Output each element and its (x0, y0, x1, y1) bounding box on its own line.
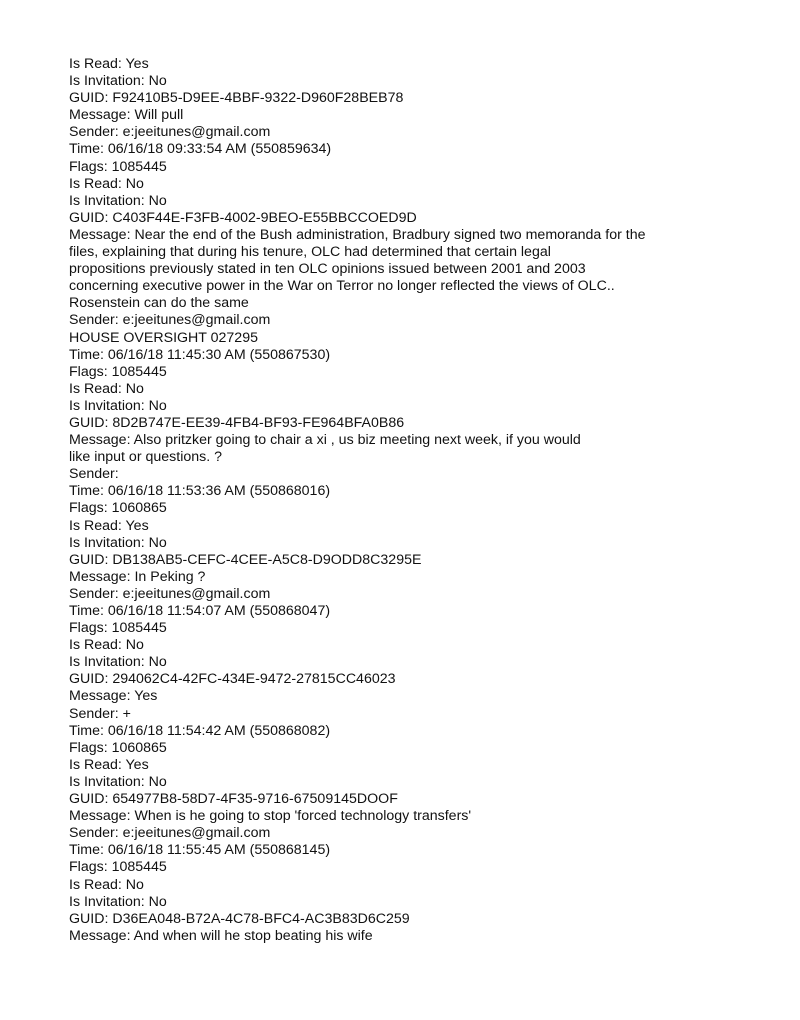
flags-line: Flags: 1085445 (69, 363, 167, 380)
is-read-line: Is Read: No (69, 637, 144, 654)
is-invitation-line: Is Invitation: No (69, 534, 167, 551)
flags-line: Flags: 1085445 (69, 620, 167, 637)
sender-line: Sender: e:jeeitunes@gmail.com (69, 124, 271, 141)
is-read-line: Is Read: No (69, 380, 144, 397)
guid-line: GUID: 8D2B747E-EE39-4FB4-BF93-FE964BFA0B86 (69, 414, 405, 431)
is-invitation-line: Is Invitation: No (69, 397, 167, 414)
message-line: Message: And when will he stop beating his wife (69, 927, 373, 944)
flags-line: Flags: 1060865 (69, 739, 167, 756)
flags-line: Flags: 1060865 (69, 500, 167, 517)
message-line: Message: Near the end of the Bush administration, Bradbury signed two memoranda for the (69, 226, 646, 243)
flags-line: Flags: 1085445 (69, 158, 167, 175)
text-line: concerning executive power in the War on Terror no longer reflected the views of OLC.. (69, 278, 615, 295)
text-line: propositions previously stated in ten OLC opinions issued between 2001 and 2003 (69, 261, 586, 278)
text-line: Rosenstein can do the same (69, 295, 249, 312)
time-line: Time: 06/16/18 11:54:42 AM (550868082) (69, 722, 331, 739)
message-line: Message: Will pull (69, 107, 184, 124)
text-line: files, explaining that during his tenure, OLC had determined that certain legal (69, 244, 551, 261)
message-line: Message: Yes (69, 688, 158, 705)
is-invitation-line: Is Invitation: No (69, 73, 167, 90)
guid-line: GUID: 654977B8-58D7-4F35-9716-67509145DOOF (69, 791, 398, 808)
is-invitation-line: Is Invitation: No (69, 893, 167, 910)
is-read-line: Is Read: Yes (69, 756, 149, 773)
guid-line: GUID: F92410B5-D9EE-4BBF-9322-D960F28BEB78 (69, 90, 404, 107)
sender-line: Sender: e:jeeitunes@gmail.com (69, 585, 271, 602)
is-invitation-line: Is Invitation: No (69, 654, 167, 671)
is-invitation-line: Is Invitation: No (69, 773, 167, 790)
time-line: Time: 06/16/18 11:55:45 AM (550868145) (69, 842, 331, 859)
guid-line: GUID: D36EA048-B72A-4C78-BFC4-AC3B83D6C259 (69, 910, 410, 927)
time-line: Time: 06/16/18 09:33:54 AM (550859634) (69, 141, 332, 158)
sender-line: Sender: (69, 466, 119, 483)
guid-line: GUID: C403F44E-F3FB-4002-9BEO-E55BBCCOED9D (69, 209, 417, 226)
sender-line: Sender: e:jeeitunes@gmail.com (69, 312, 271, 329)
time-line: Time: 06/16/18 11:54:07 AM (550868047) (69, 603, 331, 619)
bates-stamp-line: HOUSE OVERSIGHT 027295 (69, 329, 258, 346)
is-read-line: Is Read: Yes (69, 56, 149, 72)
guid-line: GUID: DB138AB5-CEFC-4CEE-A5C8-D9ODD8C3295E (69, 551, 422, 568)
is-read-line: Is Read: No (69, 876, 144, 893)
sender-line: Sender: + (69, 705, 131, 722)
message-line: Message: When is he going to stop 'forced technology transfers' (69, 808, 472, 825)
message-line: Message: Also pritzker going to chair a xi , us biz meeting next week, if you would (69, 432, 581, 449)
is-invitation-line: Is Invitation: No (69, 192, 167, 209)
flags-line: Flags: 1085445 (69, 859, 167, 876)
document-body (69, 56, 769, 945)
time-line: Time: 06/16/18 11:45:30 AM (550867530) (69, 346, 331, 363)
sender-line: Sender: e:jeeitunes@gmail.com (69, 825, 271, 842)
guid-line: GUID: 294062C4-42FC-434E-9472-27815CC46023 (69, 671, 396, 688)
time-line: Time: 06/16/18 11:53:36 AM (550868016) (69, 483, 331, 500)
message-line: Message: In Peking ? (69, 568, 206, 585)
text-line: like input or questions. ? (69, 449, 223, 466)
is-read-line: Is Read: Yes (69, 517, 149, 534)
is-read-line: Is Read: No (69, 175, 144, 192)
